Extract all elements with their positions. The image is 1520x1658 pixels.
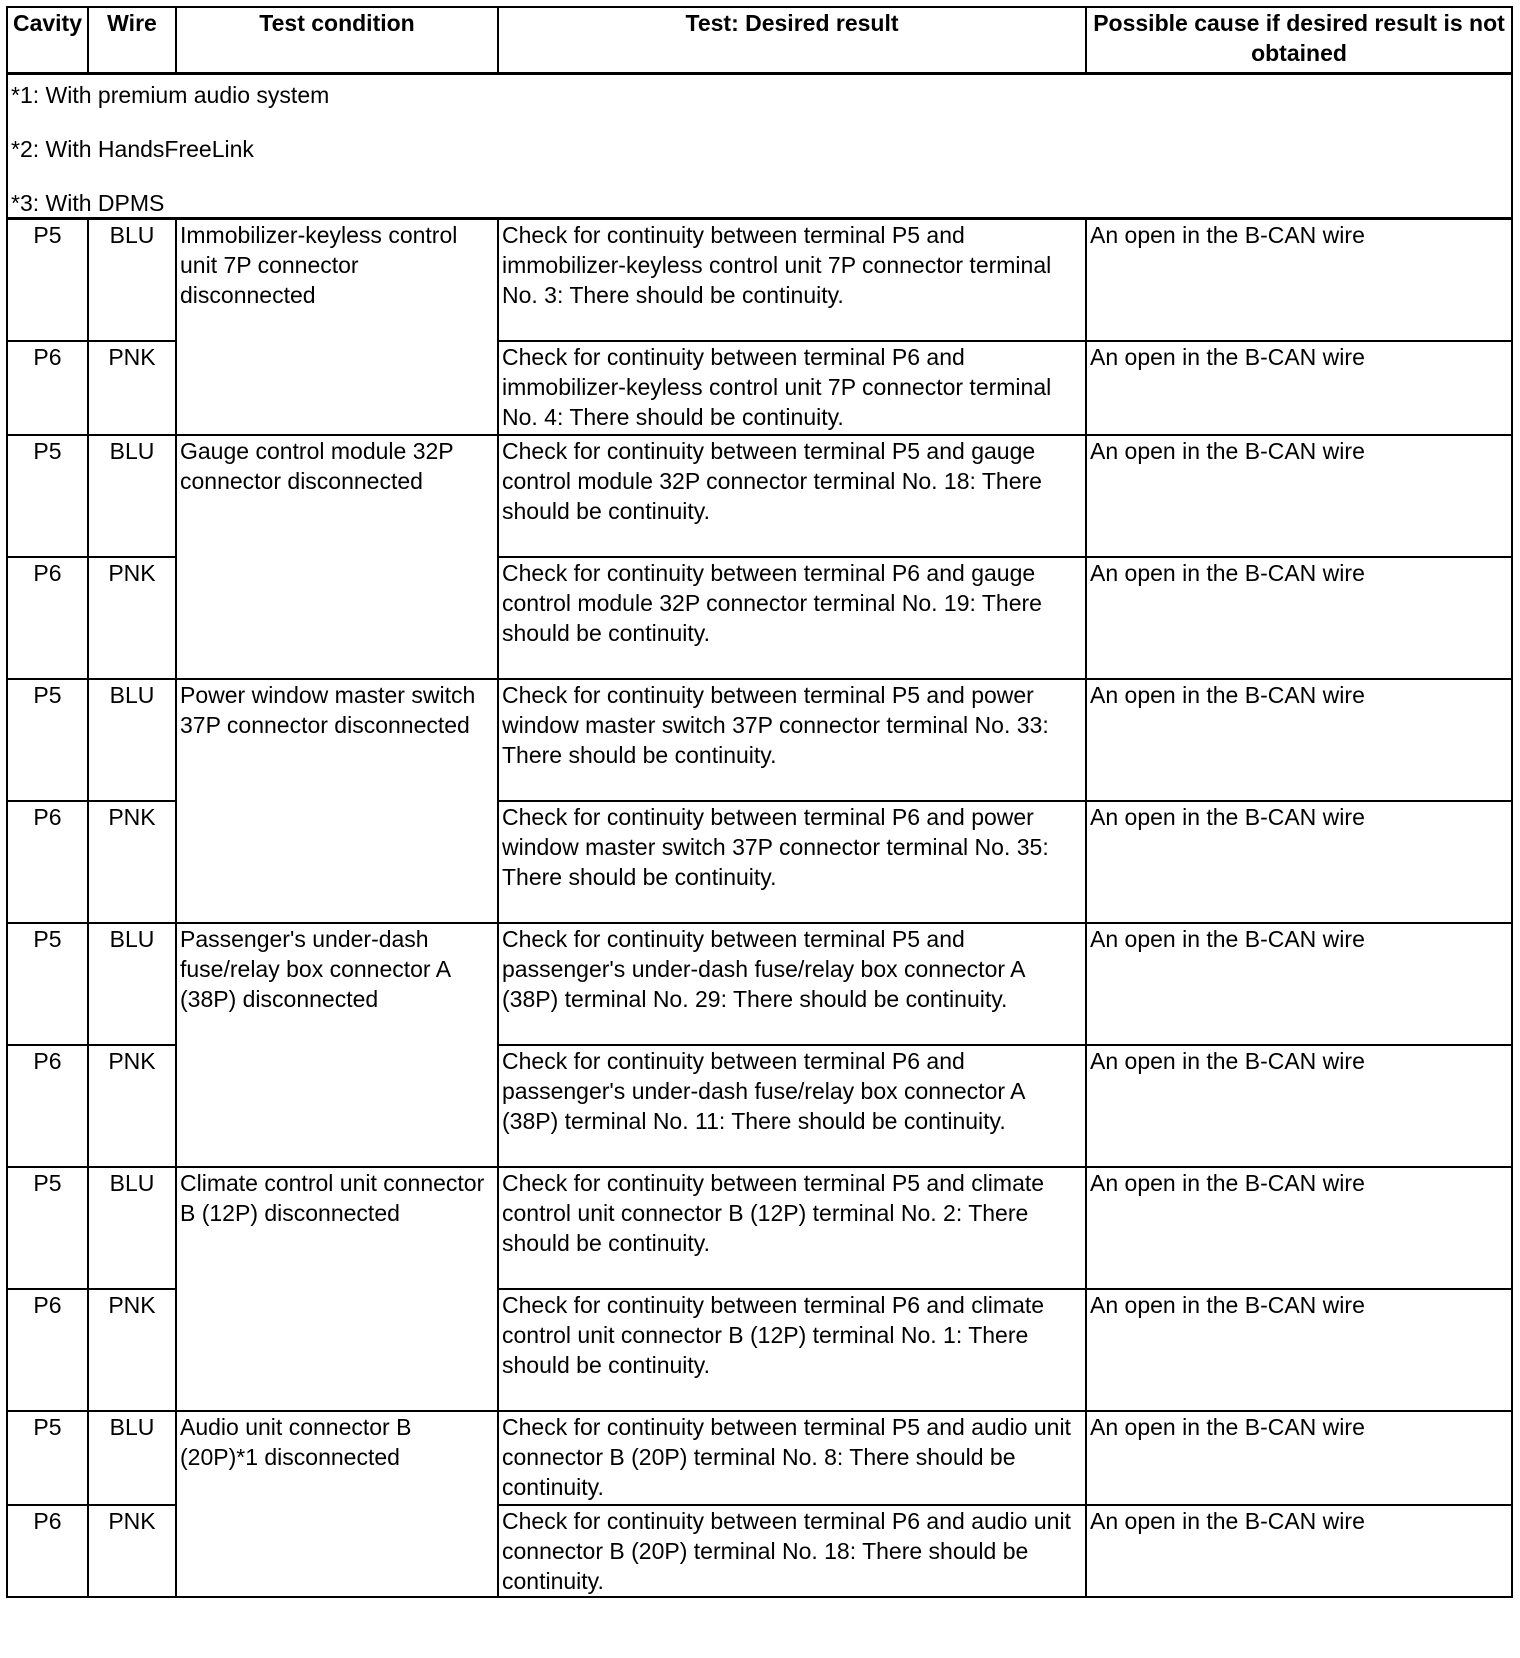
cavity-cell: P6 bbox=[7, 341, 88, 435]
test-condition-cell: Climate control unit connector B (12P) disconnected bbox=[176, 1167, 498, 1411]
possible-cause-cell: An open in the B-CAN wire bbox=[1086, 219, 1512, 342]
possible-cause-cell: An open in the B-CAN wire bbox=[1086, 341, 1512, 435]
test-condition-cell: Power window master switch 37P connector disconnected bbox=[176, 679, 498, 923]
wire-cell: PNK bbox=[88, 341, 176, 435]
desired-result-cell: Check for continuity between terminal P5 and passenger's under-dash fuse/relay box connector A (38P) terminal No. 29: There should be continuity. bbox=[498, 923, 1086, 1045]
possible-cause-cell: An open in the B-CAN wire bbox=[1086, 923, 1512, 1045]
cavity-cell: P6 bbox=[7, 1045, 88, 1167]
footnote-3: *3: With DPMS bbox=[11, 190, 165, 216]
test-condition-cell: Audio unit connector B (20P)*1 disconnected bbox=[176, 1411, 498, 1597]
header-test-condition: Test condition bbox=[176, 7, 498, 74]
cavity-cell: P5 bbox=[7, 923, 88, 1045]
test-condition-cell: Passenger's under-dash fuse/relay box connector A (38P) disconnected bbox=[176, 923, 498, 1167]
desired-result-cell: Check for continuity between terminal P5 and climate control unit connector B (12P) terminal No. 2: There should be continuity. bbox=[498, 1167, 1086, 1289]
wire-cell: PNK bbox=[88, 801, 176, 923]
test-condition-cell: Immobilizer-keyless control unit 7P connector disconnected bbox=[176, 219, 498, 436]
wire-cell: PNK bbox=[88, 557, 176, 679]
cavity-cell: P5 bbox=[7, 435, 88, 557]
header-wire: Wire bbox=[88, 7, 176, 74]
test-condition-cell: Gauge control module 32P connector disconnected bbox=[176, 435, 498, 679]
table-row bbox=[7, 435, 1512, 557]
table-row bbox=[7, 679, 1512, 801]
desired-result-cell: Check for continuity between terminal P6 and audio unit connector B (20P) terminal No. 18: There should be continuity. bbox=[498, 1505, 1086, 1597]
test-table bbox=[6, 6, 1513, 1598]
desired-result-cell: Check for continuity between terminal P5 and gauge control module 32P connector terminal No. 18: There should be continuity. bbox=[498, 435, 1086, 557]
header-desired-result: Test: Desired result bbox=[498, 7, 1086, 74]
table-row bbox=[7, 923, 1512, 1045]
cavity-cell: P5 bbox=[7, 679, 88, 801]
cavity-cell: P6 bbox=[7, 1505, 88, 1597]
wire-cell: PNK bbox=[88, 1505, 176, 1597]
cavity-cell: P6 bbox=[7, 1289, 88, 1411]
possible-cause-cell: An open in the B-CAN wire bbox=[1086, 1411, 1512, 1505]
wire-cell: BLU bbox=[88, 1411, 176, 1505]
possible-cause-cell: An open in the B-CAN wire bbox=[1086, 557, 1512, 679]
table-row bbox=[7, 1411, 1512, 1505]
cavity-cell: P5 bbox=[7, 1167, 88, 1289]
possible-cause-cell: An open in the B-CAN wire bbox=[1086, 1289, 1512, 1411]
wire-cell: BLU bbox=[88, 219, 176, 342]
possible-cause-cell: An open in the B-CAN wire bbox=[1086, 1167, 1512, 1289]
cavity-cell: P5 bbox=[7, 219, 88, 342]
wire-cell: PNK bbox=[88, 1045, 176, 1167]
footnote-2: *2: With HandsFreeLink bbox=[11, 136, 254, 162]
wire-cell: BLU bbox=[88, 923, 176, 1045]
desired-result-cell: Check for continuity between terminal P6 and passenger's under-dash fuse/relay box connector A (38P) terminal No. 11: There should be continuity. bbox=[498, 1045, 1086, 1167]
header-cavity: Cavity bbox=[7, 7, 88, 74]
table-row bbox=[7, 219, 1512, 342]
wire-cell: PNK bbox=[88, 1289, 176, 1411]
possible-cause-cell: An open in the B-CAN wire bbox=[1086, 679, 1512, 801]
wire-cell: BLU bbox=[88, 435, 176, 557]
desired-result-cell: Check for continuity between terminal P6 and power window master switch 37P connector terminal No. 35: There should be continuity. bbox=[498, 801, 1086, 923]
desired-result-cell: Check for continuity between terminal P6 and immobilizer-keyless control unit 7P connector terminal No. 4: There should be continuity. bbox=[498, 341, 1086, 435]
possible-cause-cell: An open in the B-CAN wire bbox=[1086, 435, 1512, 557]
footnotes bbox=[7, 74, 1512, 219]
possible-cause-cell: An open in the B-CAN wire bbox=[1086, 1045, 1512, 1167]
cavity-cell: P6 bbox=[7, 557, 88, 679]
table-row bbox=[7, 1167, 1512, 1289]
desired-result-cell: Check for continuity between terminal P5 and audio unit connector B (20P) terminal No. 8: There should be continuity. bbox=[498, 1411, 1086, 1505]
footnote-1: *1: With premium audio system bbox=[11, 82, 330, 108]
desired-result-cell: Check for continuity between terminal P6 and gauge control module 32P connector terminal No. 19: There should be continuity. bbox=[498, 557, 1086, 679]
possible-cause-cell: An open in the B-CAN wire bbox=[1086, 1505, 1512, 1597]
desired-result-cell: Check for continuity between terminal P6 and climate control unit connector B (12P) terminal No. 1: There should be continuity. bbox=[498, 1289, 1086, 1411]
footnote-row bbox=[7, 74, 1512, 219]
header-possible-cause: Possible cause if desired result is not obtained bbox=[1086, 7, 1512, 74]
cavity-cell: P6 bbox=[7, 801, 88, 923]
header-row bbox=[7, 7, 1512, 74]
desired-result-cell: Check for continuity between terminal P5 and power window master switch 37P connector terminal No. 33: There should be continuity. bbox=[498, 679, 1086, 801]
desired-result-cell: Check for continuity between terminal P5 and immobilizer-keyless control unit 7P connector terminal No. 3: There should be continuity. bbox=[498, 219, 1086, 342]
cavity-cell: P5 bbox=[7, 1411, 88, 1505]
possible-cause-cell: An open in the B-CAN wire bbox=[1086, 801, 1512, 923]
wire-cell: BLU bbox=[88, 679, 176, 801]
wire-cell: BLU bbox=[88, 1167, 176, 1289]
